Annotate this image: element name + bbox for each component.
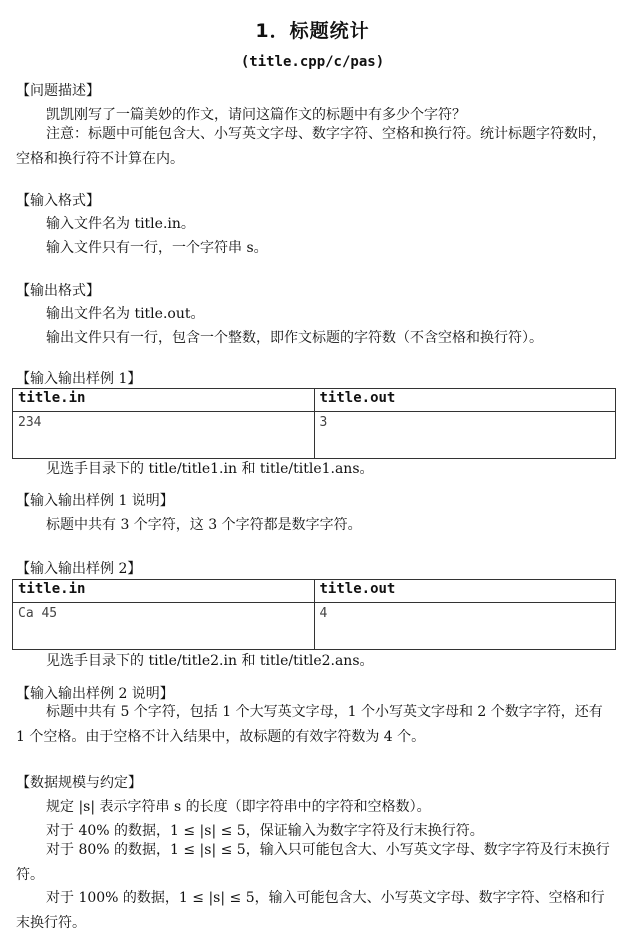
description-line-2-text: 注意：标题中可能包含大、小写英文字母、数字字符、空格和换行符。统计标题字符数时，空格和换行符不计算在内。	[16, 126, 606, 167]
constraints-line-4	[16, 886, 612, 936]
sample-2-heading: 【输入输出样例 2】	[16, 561, 142, 577]
sample-2-note: 见选手目录下的 title/title2.in 和 title/title2.ans。	[46, 653, 374, 669]
sample-1-heading: 【输入输出样例 1】	[16, 371, 142, 387]
sample-1-note: 见选手目录下的 title/title1.in 和 title/title1.ans。	[46, 461, 374, 477]
description-line-2	[16, 122, 612, 172]
output-format-line-1: 输出文件名为 title.out。	[46, 306, 205, 322]
input-format-heading: 【输入格式】	[16, 193, 100, 209]
sample-2-output-value: 4	[314, 603, 616, 650]
constraints-line-1: 规定 |s| 表示字符串 s 的长度（即字符串中的字符和空格数）。	[46, 799, 431, 815]
sample-1-input-value: 234	[13, 412, 315, 459]
sample-1-input-header: title.in	[13, 389, 315, 412]
input-format-line-1: 输入文件名为 title.in。	[46, 216, 195, 232]
constraints-line-2: 对于 40% 的数据，1 ≤ |s| ≤ 5，保证输入为数字字符及行末换行符。	[46, 823, 484, 839]
sample-1-output-value: 3	[314, 412, 616, 459]
sample-2-output-header: title.out	[314, 580, 616, 603]
sample-1-table	[12, 388, 616, 459]
sample-1-output-header: title.out	[314, 389, 616, 412]
description-heading: 【问题描述】	[16, 83, 100, 99]
sample-1-explain-heading: 【输入输出样例 1 说明】	[16, 493, 174, 509]
sample-2-explain-para	[16, 700, 612, 750]
sample-2-explain-text: 标题中共有 5 个字符，包括 1 个大写英文字母，1 个小写英文字母和 2 个数字字符，还有 1 个空格。由于空格不计入结果中，故标题的有效字符数为 4 个。	[16, 704, 603, 745]
input-format-line-2: 输入文件只有一行，一个字符串 s。	[46, 240, 268, 256]
problem-subtitle: (title.cpp/c/pas)	[240, 54, 385, 70]
sample-2-table	[12, 579, 616, 650]
sample-2-input-header: title.in	[13, 580, 315, 603]
problem-title: 1．标题统计	[255, 20, 370, 42]
constraints-line-3	[16, 838, 612, 888]
sample-2-explain-heading: 【输入输出样例 2 说明】	[16, 686, 174, 702]
output-format-line-2: 输出文件只有一行，包含一个整数，即作文标题的字符数（不含空格和换行符）。	[46, 330, 543, 346]
sample-2-input-value: Ca 45	[13, 603, 315, 650]
constraints-line-3-text: 对于 80% 的数据，1 ≤ |s| ≤ 5，输入只可能包含大、小写英文字母、数字字符及行末换行符。	[16, 842, 610, 883]
output-format-heading: 【输出格式】	[16, 283, 100, 299]
description-line-1: 凯凯刚写了一篇美妙的作文，请问这篇作文的标题中有多少个字符？	[46, 107, 466, 123]
constraints-line-4-text: 对于 100% 的数据，1 ≤ |s| ≤ 5，输入可能包含大、小写英文字母、数字字符、空格和行末换行符。	[16, 890, 605, 931]
sample-1-explain-line: 标题中共有 3 个字符，这 3 个字符都是数字字符。	[46, 517, 362, 533]
constraints-heading: 【数据规模与约定】	[16, 775, 142, 791]
